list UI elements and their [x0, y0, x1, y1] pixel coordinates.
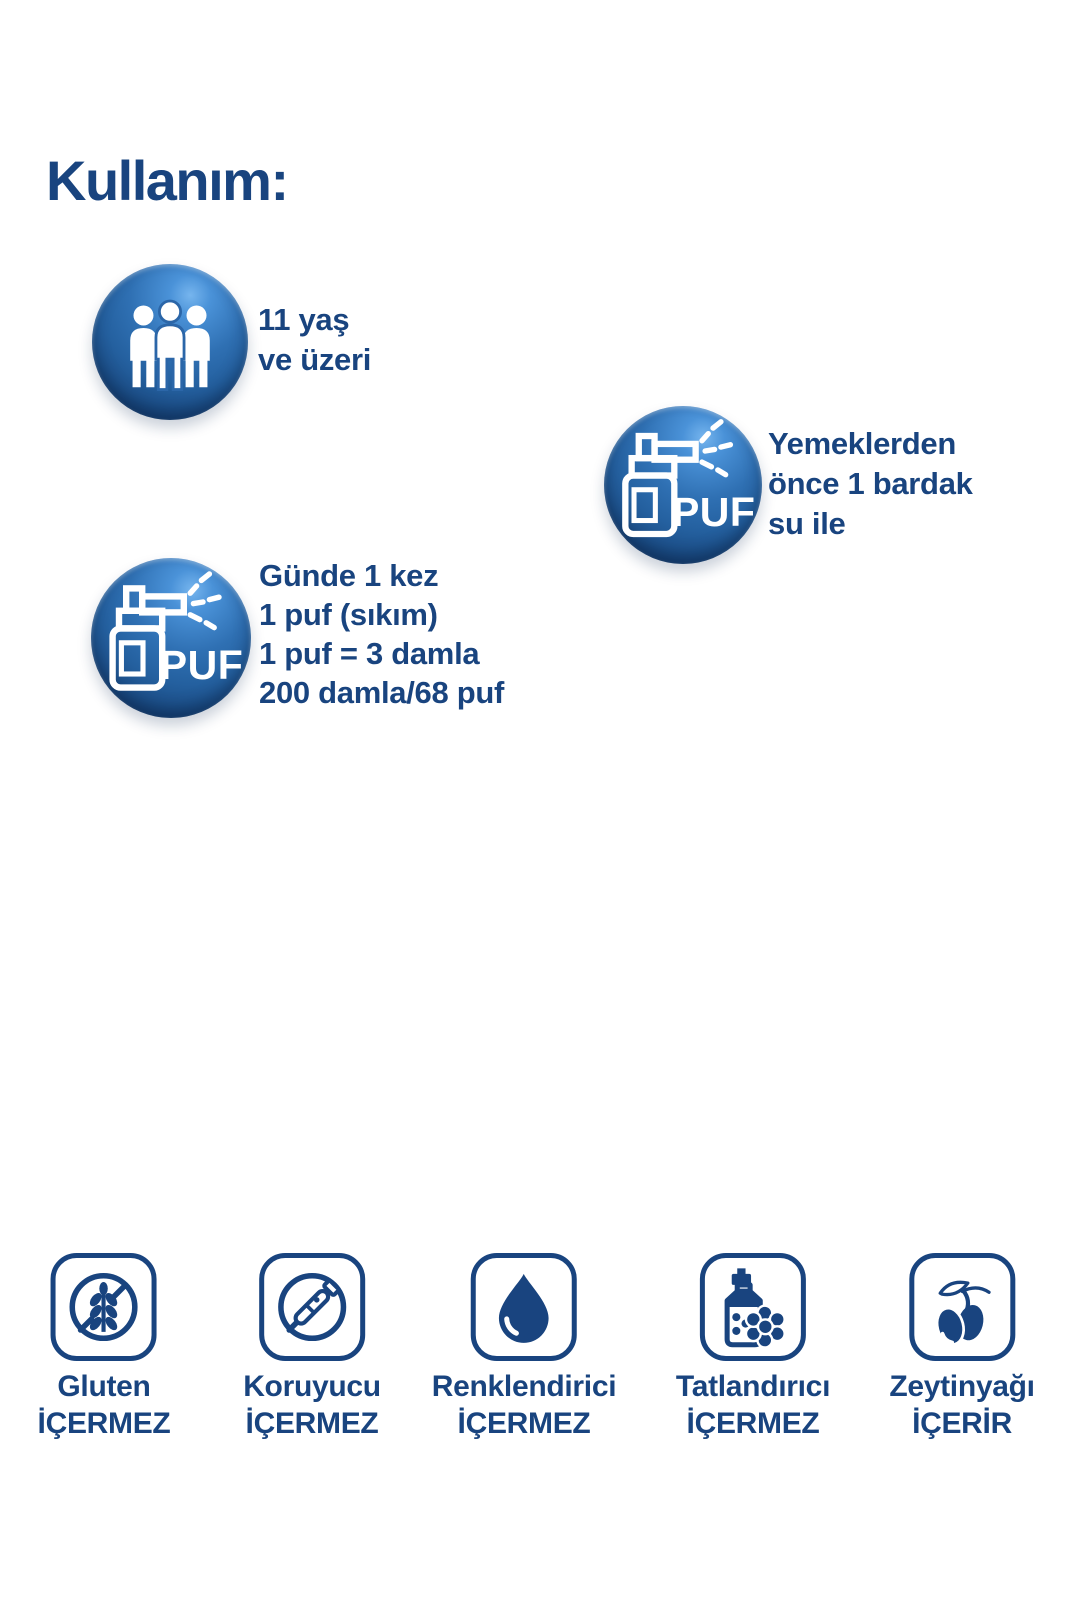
usage-line: 1 puf = 3 damla [259, 636, 480, 671]
badge-label-line: İÇERMEZ [245, 1407, 379, 1440]
usage-line: 1 puf (sıkım) [259, 597, 438, 632]
badge-label [889, 1368, 1034, 1442]
badge-label-line: Renklendirici [431, 1370, 617, 1403]
age-text [258, 300, 371, 380]
olive-icon [916, 1260, 1008, 1354]
badge-colorant-free [432, 1253, 617, 1442]
badge-frame [259, 1253, 365, 1361]
badge-label-line: İÇERMEZ [686, 1407, 820, 1440]
badge-label-line: Koruyucu [243, 1370, 381, 1403]
usage-line: ve üzeri [258, 342, 372, 377]
badge-label [38, 1368, 171, 1442]
page-title: Kullanım: [46, 149, 288, 212]
badge-label-line: Tatlandırıcı [675, 1370, 831, 1403]
before-meals-text [768, 424, 973, 544]
puf-label: PUF [671, 488, 756, 535]
dosage-text [259, 556, 504, 712]
usage-line: önce 1 bardak [768, 466, 973, 501]
badge-label [676, 1368, 830, 1442]
people-icon [92, 264, 248, 420]
badge-olive-oil [889, 1253, 1034, 1442]
badge-label [432, 1368, 617, 1442]
badge-frame [700, 1253, 806, 1361]
badge-label-line: Gluten [57, 1370, 151, 1403]
puf-label: PUF [159, 642, 244, 688]
badge-frame [51, 1253, 157, 1361]
badge-label-line: İÇERMEZ [37, 1407, 171, 1440]
usage-line: 200 damla/68 puf [259, 675, 505, 710]
badge-sweetener-free [676, 1253, 830, 1442]
usage-line: 11 yaş [258, 302, 350, 337]
usage-line: su ile [768, 506, 846, 541]
badge-label-line: Zeytinyağı [889, 1370, 1035, 1403]
usage-line: Günde 1 kez [259, 558, 439, 593]
no-preservative-icon [266, 1260, 358, 1354]
badge-frame [471, 1253, 577, 1361]
water-drop-icon [478, 1260, 570, 1354]
badge-label [243, 1368, 381, 1442]
badge-label-line: İÇERİR [912, 1407, 1012, 1440]
spray-puf-icon [604, 406, 762, 564]
badge-frame [909, 1253, 1015, 1361]
age-circle-badge [92, 264, 248, 420]
dosage-circle-badge [91, 558, 251, 718]
sweetener-bottle-icon [707, 1260, 799, 1354]
badge-gluten-free [38, 1253, 171, 1442]
badge-label-line: İÇERMEZ [457, 1407, 591, 1440]
gluten-free-icon [58, 1260, 150, 1354]
spray-puf-icon [91, 558, 251, 718]
badge-preservative-free [243, 1253, 381, 1442]
before-meals-circle-badge [604, 406, 762, 564]
usage-line: Yemeklerden [768, 426, 956, 461]
